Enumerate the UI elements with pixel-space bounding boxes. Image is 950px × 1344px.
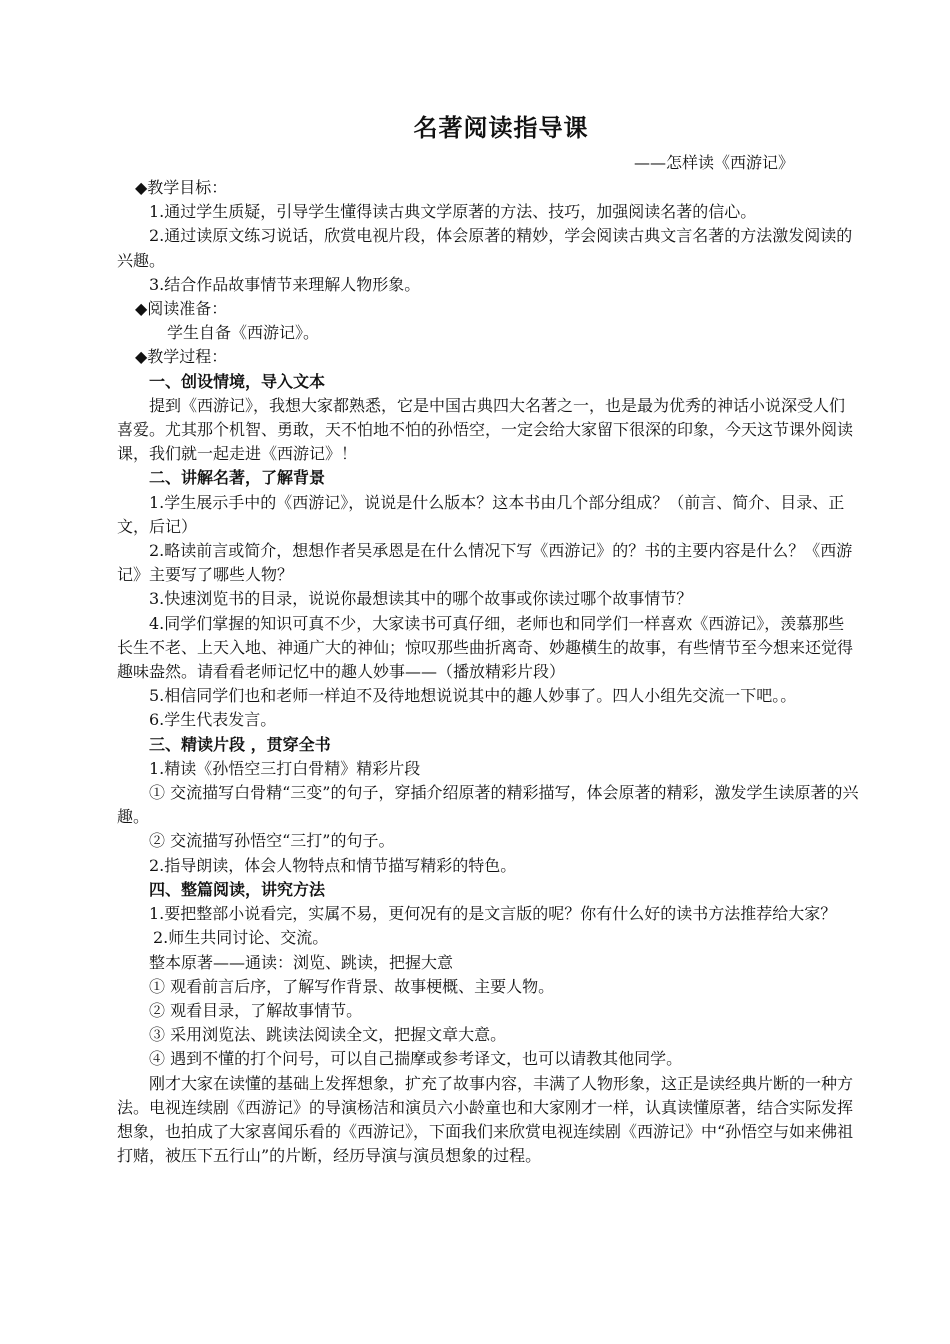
sub-item: ② 交流描写孙悟空“三打”的句子。 xyxy=(149,831,395,851)
paragraph: 刚才大家在读懂的基础上发挥想象，扩充了故事内容，丰满了人物形象，这正是读经典片断的一种方法。电视连续剧《西游记》的导演杨洁和演员六小龄童也和大家刚才一样，认真读懂原著，结合实际发挥想象，也拍成了大家喜闻乐看的《西游记》，下面我们来欣赏电视连续剧《西游记》中“孙悟空与如来佛祖打赌，被压下五行山”的片断，经历导演与演员想象的过程。 xyxy=(117,1073,854,1166)
sub-item: ④ 遇到不懂的打个问号，可以自己揣摩或参考译文，也可以请教其他同学。 xyxy=(149,1049,683,1069)
sub-item: ① 观看前言后序，了解写作背景、故事梗概、主要人物。 xyxy=(149,976,555,996)
list-item: 4.同学们掌握的知识可真不少，大家读书可真仔细，老师也和同学们一样喜欢《西游记》，羡慕那些长生不老、上天入地、神通广大的神仙；惊叹那些曲折离奇、妙趣横生的故事，有些情节至今想来还觉得趣味盎然。请看看老师记忆中的趣人妙事——（播放精彩片段） xyxy=(117,613,854,682)
prep-heading: ◆阅读准备： xyxy=(135,299,228,319)
sub-item: ③ 采用浏览法、跳读法阅读全文，把握文章大意。 xyxy=(149,1025,507,1045)
section-heading: 二、讲解名著，了解背景 xyxy=(149,468,326,488)
section-heading: 一、创设情境，导入文本 xyxy=(149,371,326,391)
list-item: 1.学生展示手中的《西游记》，说说是什么版本？这本书由几个部分组成？（前言、简介、目录、正文，后记） xyxy=(117,492,845,536)
sub-item: ② 观看目录，了解故事情节。 xyxy=(149,1000,363,1020)
page-subtitle: ——怎样读《西游记》 xyxy=(634,153,795,172)
list-item: 5.相信同学们也和老师一样迫不及待地想说说其中的趣人妙事了。四人小组先交流一下吧。。 xyxy=(149,686,797,706)
section-heading: 四、整篇阅读，讲究方法 xyxy=(149,879,326,899)
goals-heading: ◆教学目标： xyxy=(135,178,228,197)
list-item: 2.指导朗读，体会人物特点和情节描写精彩的特色。 xyxy=(149,855,517,875)
list-item: 1.精读《孙悟空三打白骨精》精彩片段 xyxy=(149,758,421,778)
section-heading: 三、精读片段 ，贯穿全书 xyxy=(149,734,331,754)
goal-item: 1.通过学生质疑，引导学生懂得读古典文学原著的方法、技巧，加强阅读名著的信心。 xyxy=(149,202,757,222)
goal-item: 2.通过读原文练习说话，欣赏电视片段，体会原著的精妙，学会阅读古典文言名著的方法激发阅读的兴趣。 xyxy=(117,226,853,270)
process-heading: ◆教学过程： xyxy=(135,347,228,367)
list-item: 1.要把整部小说看完，实属不易，更何况有的是文言版的呢？你有什么好的读书方法推荐给大家？ xyxy=(149,904,837,924)
prep-text: 学生自备《西游记》。 xyxy=(167,323,320,343)
list-item: 2.师生共同讨论、交流。 xyxy=(153,928,329,948)
document-body xyxy=(117,176,860,1168)
sub-item: ① 交流描写白骨精“三变”的句子，穿插介绍原著的精彩描写，体会原著的精彩，激发学生读原著的兴趣。 xyxy=(117,783,859,827)
method-heading: 整本原著——通读：浏览、跳读，把握大意 xyxy=(149,952,454,972)
goal-item: 3.结合作品故事情节来理解人物形象。 xyxy=(149,274,421,294)
paragraph: 提到《西游记》，我想大家都熟悉，它是中国古典四大名著之一，也是最为优秀的神话小说深受人们喜爱。尤其那个机智、勇敢，天不怕地不怕的孙悟空，一定会给大家留下很深的印象，今天这节课外阅读课，我们就一起走进《西游记》！ xyxy=(117,395,854,464)
list-item: 6.学生代表发言。 xyxy=(149,710,277,730)
page-title: 名著阅读指导课 xyxy=(413,113,589,142)
list-item: 2.略读前言或简介，想想作者吴承恩是在什么情况下写《西游记》的？书的主要内容是什么？《西游记》主要写了哪些人物？ xyxy=(117,541,853,585)
list-item: 3.快速浏览书的目录，说说你最想读其中的哪个故事或你读过哪个故事情节？ xyxy=(149,589,693,609)
